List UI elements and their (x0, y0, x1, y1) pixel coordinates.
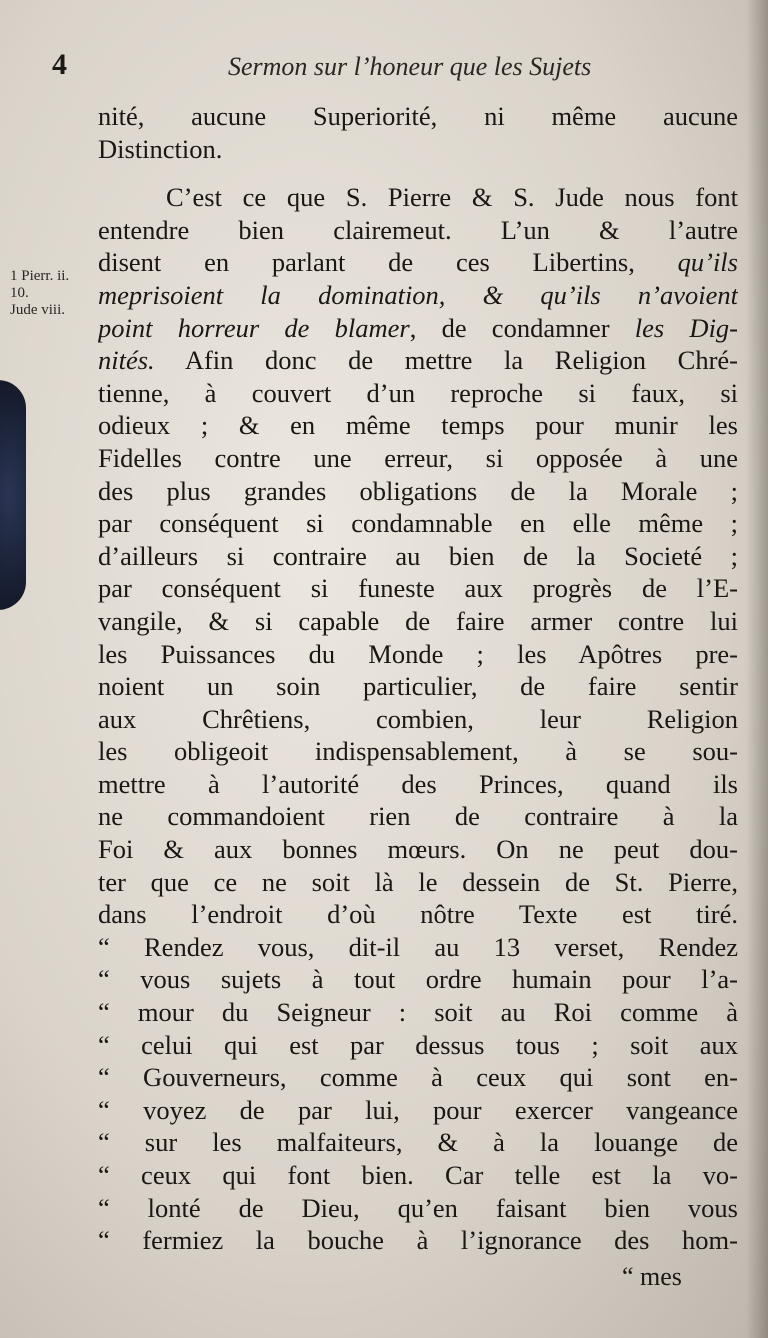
text-line (98, 409, 738, 442)
text-segment: “ celui qui est par dessus tous ; soit aux (98, 1029, 738, 1060)
text-segment: les Puissances du Monde ; les Apôtres pre- (98, 638, 738, 669)
text-segment: “ mour du Seigneur : soit au Roi comme à (98, 997, 738, 1028)
text-segment: Afin donc de mettre la Religion Chré- (154, 345, 738, 376)
text-segment: “ Rendez vous, dit-il au 13 verset, Rendez (98, 931, 738, 962)
text-line (98, 1224, 738, 1257)
text-segment: C’est ce que S. Pierre & S. Jude nous font (166, 182, 738, 213)
text-segment: , de condamner (409, 312, 635, 343)
text-line (98, 442, 738, 475)
text-segment: ne commandoient rien de contraire à la (98, 801, 738, 832)
text-segment: “ sur les malfaiteurs, & à la louange de (98, 1127, 738, 1158)
text-line (98, 1159, 738, 1192)
text-line (98, 377, 738, 410)
text-line (98, 1029, 738, 1062)
text-segment: vangile, & si capable de faire armer contre lui (98, 605, 738, 636)
text-line (98, 703, 738, 736)
text-segment: Foi & aux bonnes mœurs. On ne peut dou- (98, 834, 738, 865)
text-line (98, 638, 738, 671)
text-segment: les obligeoit indispensablement, à se sou- (98, 736, 738, 767)
text-segment: “ vous sujets à tout ordre humain pour l’a- (98, 964, 738, 995)
text-line (98, 768, 738, 801)
text-segment: mettre à l’autorité des Princes, quand ils (98, 768, 738, 799)
text-segment: des plus grandes obligations de la Morale ; (98, 475, 738, 506)
text-segment: entendre bien clairemeut. L’un & l’autre (98, 214, 738, 245)
text-line (98, 312, 738, 345)
text-line (98, 475, 738, 508)
margin-note: 1 Pierr. ii. (10, 268, 70, 284)
text-segment: “ voyez de par lui, pour exercer vangeance (98, 1094, 738, 1125)
text-segment: tienne, à couvert d’un reproche si faux, si (98, 377, 738, 408)
text-line (98, 931, 738, 964)
margin-note: Jude viii. (10, 302, 65, 318)
margin-note: 10. (10, 285, 29, 301)
text-line (98, 344, 738, 377)
text-segment: odieux ; & en même temps pour munir les (98, 410, 738, 441)
text-line (98, 214, 738, 247)
text-line (98, 133, 738, 166)
page-edge-shadow (746, 0, 768, 1338)
page-header (52, 48, 652, 88)
text-segment: “ ceux qui font bien. Car telle est la vo- (98, 1160, 738, 1190)
text-segment: dans l’endroit d’où nôtre Texte est tiré. (98, 899, 738, 930)
text-segment: “ Gouverneurs, comme à ceux qui sont en- (98, 1062, 738, 1093)
paragraph-gap (98, 165, 738, 181)
text-line (98, 996, 738, 1029)
text-line (98, 1061, 738, 1094)
text-segment: Distinction. (98, 133, 223, 164)
text-line (98, 100, 738, 133)
text-segment: Fidelles contre une erreur, si opposée à une (98, 442, 738, 473)
text-line (98, 800, 738, 833)
page-number: 4 (52, 48, 67, 81)
text-line (98, 866, 738, 899)
text-line (98, 279, 738, 312)
text-line (98, 735, 738, 768)
italic-text: meprisoient la domination, & qu’ils n’avoient (98, 279, 738, 310)
text-segment: noient un soin particulier, de faire sentir (98, 671, 738, 702)
running-title: Sermon sur l’honeur que les Sujets (228, 52, 592, 81)
text-segment: par conséquent si funeste aux progrès de l’E- (98, 573, 738, 604)
text-line (98, 1094, 738, 1127)
body-text (98, 100, 738, 1257)
text-line (98, 898, 738, 931)
text-line (98, 540, 738, 573)
text-segment: d’ailleurs si contraire au bien de la Societé ; (98, 540, 738, 571)
text-line (98, 1192, 738, 1225)
text-line (98, 605, 738, 638)
italic-text: point horreur de blamer (98, 312, 410, 343)
text-segment: aux Chrêtiens, combien, leur Religion (98, 703, 738, 734)
italic-text: nités. (98, 345, 155, 376)
text-segment: “ fermiez la bouche à l’ignorance des hom- (98, 1225, 738, 1256)
text-line (98, 246, 738, 279)
text-line (98, 1126, 738, 1159)
text-line (98, 507, 738, 540)
catchword: “ mes (622, 1262, 682, 1291)
text-segment: “ lonté de Dieu, qu’en faisant bien vous (98, 1192, 738, 1223)
italic-text: les Dig- (634, 312, 738, 343)
text-line (98, 963, 738, 996)
text-line (98, 833, 738, 866)
text-segment: nité, aucune Superiorité, ni même aucune (98, 101, 738, 131)
italic-text: qu’ils (677, 247, 738, 278)
text-segment: ter que ce ne soit là le dessein de St. Pierre, (98, 866, 738, 897)
text-segment: disent en parlant de ces Libertins, (98, 247, 678, 278)
text-segment: par conséquent si condamnable en elle même ; (98, 508, 738, 539)
text-line (98, 670, 738, 703)
text-line (98, 181, 738, 214)
text-line (98, 572, 738, 605)
book-binding (0, 380, 26, 610)
